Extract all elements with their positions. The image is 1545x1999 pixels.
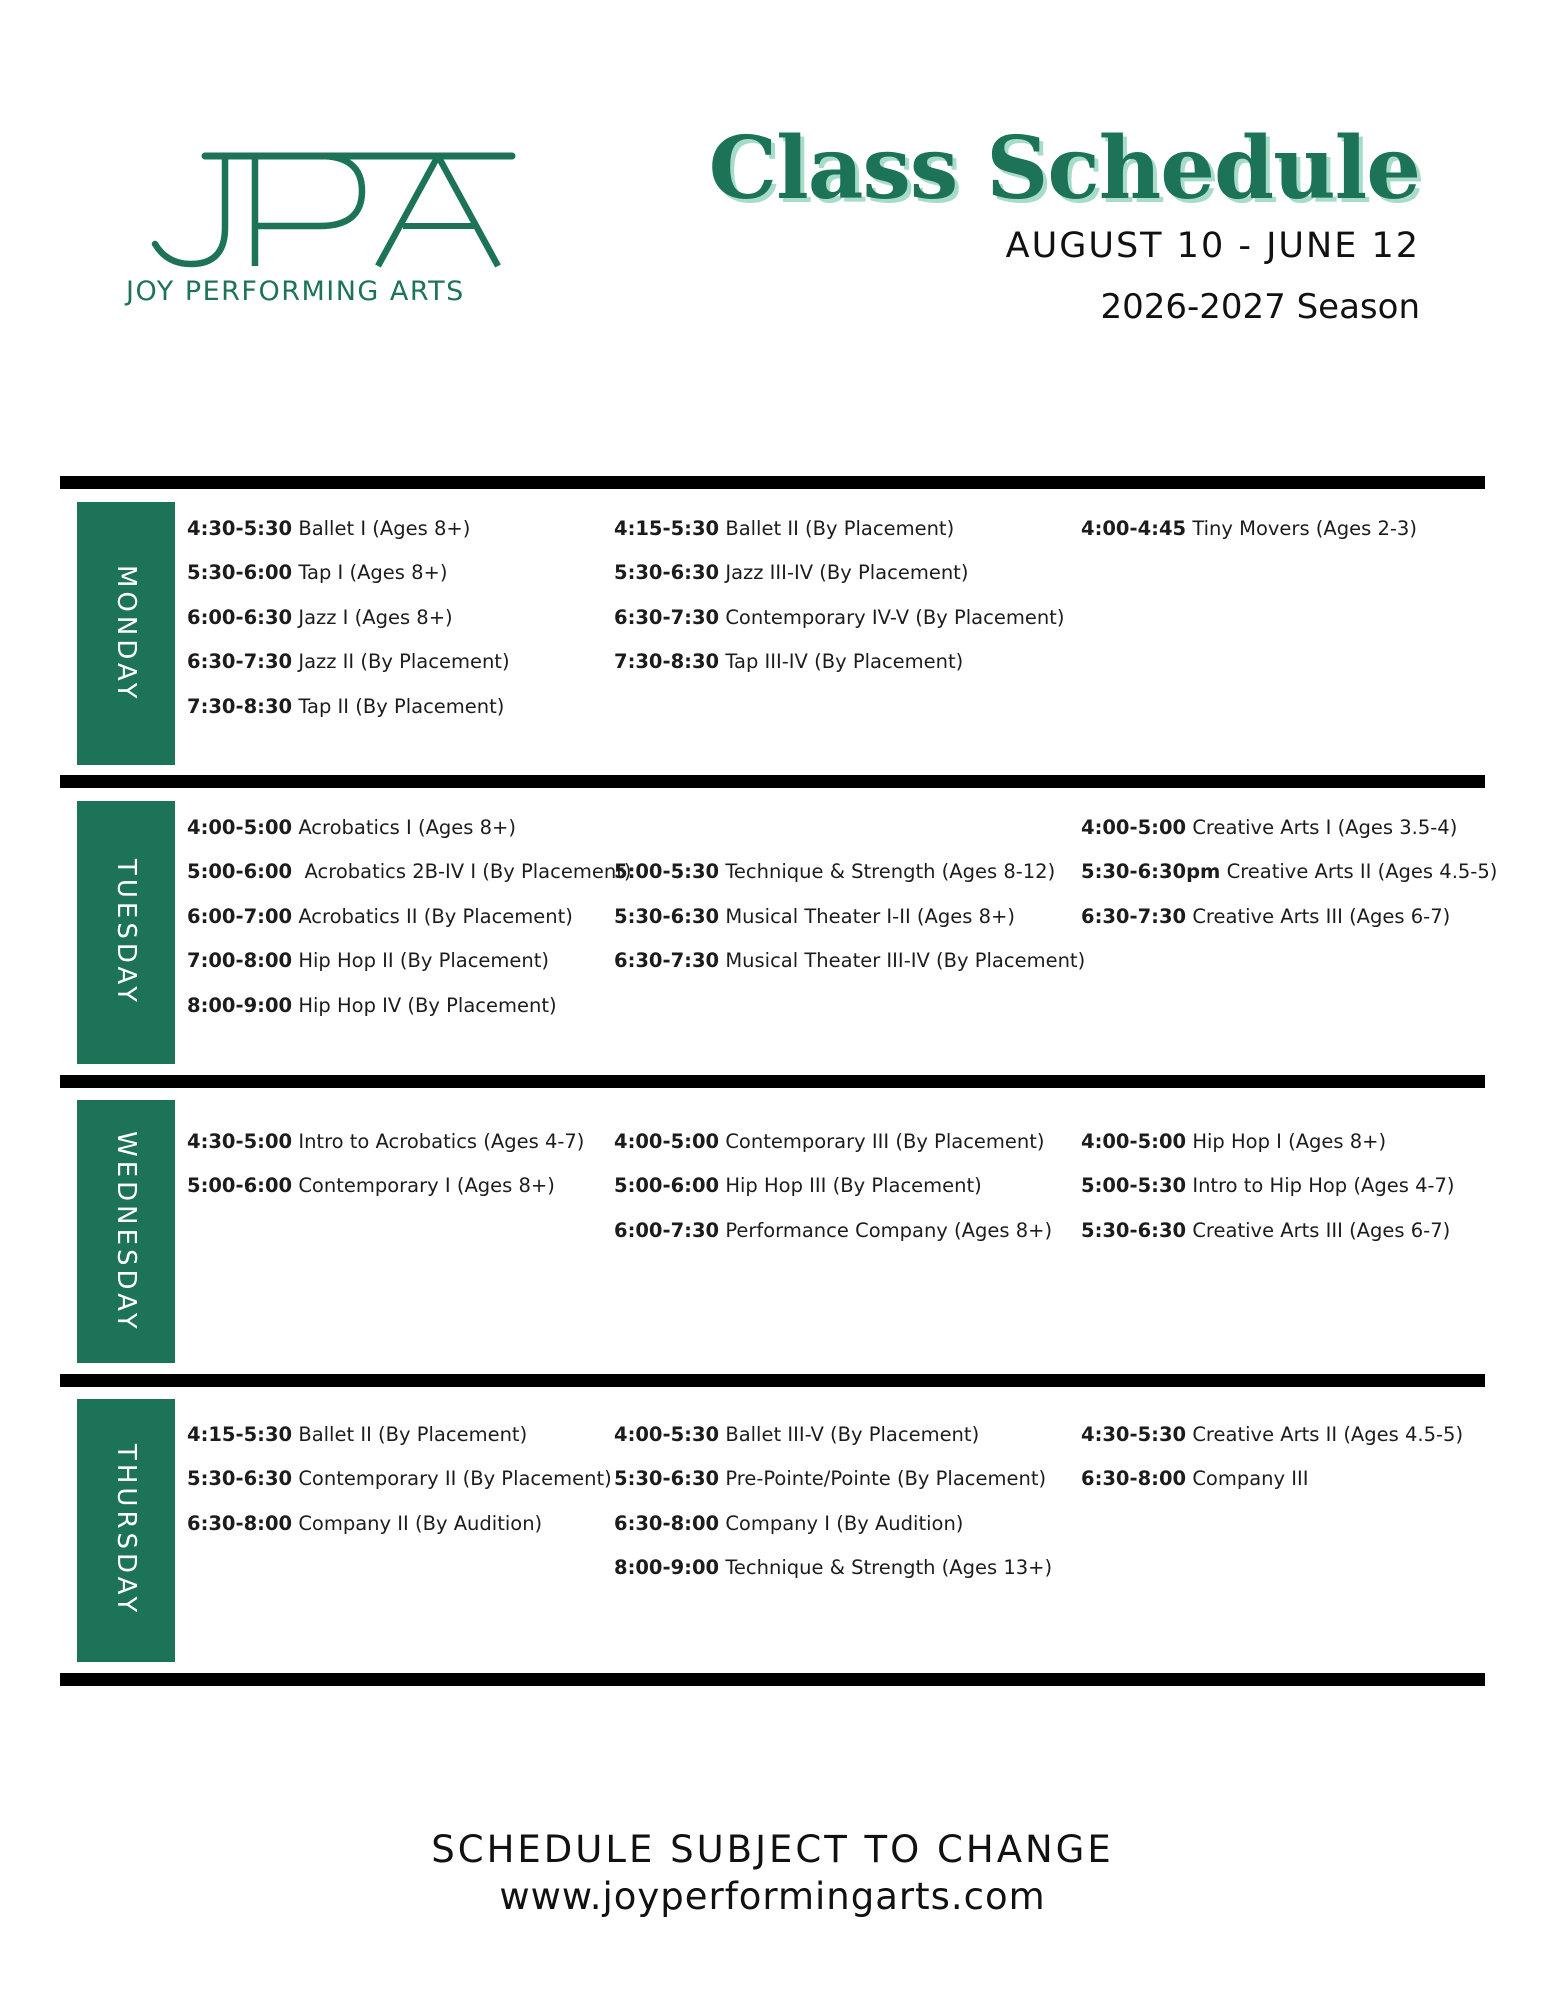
class-name: Acrobatics I (Ages 8+) xyxy=(298,815,517,839)
class-column xyxy=(1081,1413,1463,1502)
class-entry xyxy=(187,939,631,984)
class-time: 8:00-9:00 xyxy=(614,1556,720,1580)
class-entry xyxy=(614,640,1064,685)
class-time: 5:30-6:30 xyxy=(614,904,720,928)
class-entry xyxy=(187,895,631,940)
class-entry xyxy=(187,596,510,641)
class-time: 6:00-7:00 xyxy=(187,904,293,928)
brand-name: JOY PERFORMING ARTS xyxy=(126,276,465,307)
day-label: WEDNESDAY xyxy=(111,1130,141,1333)
class-entry xyxy=(1081,1209,1455,1254)
class-entry xyxy=(614,1413,1052,1458)
class-column xyxy=(187,1413,612,1547)
class-entry xyxy=(187,806,631,851)
class-time: 7:30-8:30 xyxy=(614,650,720,674)
class-time: 4:00-4:45 xyxy=(1081,516,1187,540)
divider-rule xyxy=(60,775,1485,788)
class-time: 5:00-6:00 xyxy=(614,1174,720,1198)
class-time: 5:30-6:30pm xyxy=(1081,860,1221,884)
divider-rule xyxy=(60,1673,1485,1686)
class-time: 4:30-5:00 xyxy=(187,1129,293,1153)
class-name: Company III xyxy=(1192,1467,1309,1491)
class-time: 5:30-6:30 xyxy=(1081,1218,1187,1242)
page-title: Class Schedule xyxy=(708,118,1420,219)
day-tab-tuesday xyxy=(77,801,175,1064)
class-time: 4:00-5:00 xyxy=(1081,815,1187,839)
class-entry xyxy=(187,685,510,730)
class-name: Hip Hop II (By Placement) xyxy=(298,949,550,973)
class-entry xyxy=(1081,1457,1463,1502)
class-entry xyxy=(1081,1413,1463,1458)
class-name: Acrobatics II (By Placement) xyxy=(298,904,573,928)
class-column xyxy=(187,806,631,1029)
class-entry xyxy=(187,1120,584,1165)
class-entry xyxy=(614,1546,1052,1591)
class-time: 5:30-6:00 xyxy=(187,561,293,585)
class-entry xyxy=(1081,507,1417,552)
class-time: 8:00-9:00 xyxy=(187,993,293,1017)
day-label: TUESDAY xyxy=(111,858,141,1007)
divider-rule xyxy=(60,1075,1485,1088)
class-time: 4:00-5:00 xyxy=(187,815,293,839)
class-name: Acrobatics 2B-IV I (By Placement) xyxy=(298,860,632,884)
class-name: Performance Company (Ages 8+) xyxy=(725,1218,1053,1242)
class-entry xyxy=(614,551,1064,596)
class-entry xyxy=(614,850,1085,895)
class-column xyxy=(614,1413,1052,1591)
class-column xyxy=(1081,507,1417,552)
class-name: Creative Arts I (Ages 3.5-4) xyxy=(1192,815,1458,839)
class-name: Creative Arts III (Ages 6-7) xyxy=(1192,904,1451,928)
class-name: Jazz II (By Placement) xyxy=(298,650,510,674)
class-name: Ballet II (By Placement) xyxy=(725,516,955,540)
class-name: Creative Arts II (Ages 4.5-5) xyxy=(1226,860,1498,884)
day-tab-wednesday xyxy=(77,1100,175,1363)
class-entry xyxy=(187,984,631,1029)
class-entry xyxy=(187,1502,612,1547)
class-time: 6:30-8:00 xyxy=(614,1511,720,1535)
class-time: 5:00-5:30 xyxy=(1081,1174,1187,1198)
class-name: Intro to Acrobatics (Ages 4-7) xyxy=(298,1129,585,1153)
class-name: Jazz III-IV (By Placement) xyxy=(725,561,969,585)
class-name: Intro to Hip Hop (Ages 4-7) xyxy=(1192,1174,1455,1198)
class-time: 6:00-6:30 xyxy=(187,605,293,629)
class-name: Hip Hop I (Ages 8+) xyxy=(1192,1129,1387,1153)
class-entry xyxy=(187,850,631,895)
class-column xyxy=(614,1120,1052,1254)
class-time: 4:00-5:00 xyxy=(1081,1129,1187,1153)
class-time: 6:30-7:30 xyxy=(614,949,720,973)
class-time: 7:30-8:30 xyxy=(187,694,293,718)
class-name: Technique & Strength (Ages 8-12) xyxy=(725,860,1056,884)
class-time: 6:00-7:30 xyxy=(614,1218,720,1242)
class-name: Ballet I (Ages 8+) xyxy=(298,516,471,540)
class-name: Hip Hop IV (By Placement) xyxy=(298,993,557,1017)
class-entry xyxy=(614,596,1064,641)
class-name: Contemporary III (By Placement) xyxy=(725,1129,1045,1153)
class-name: Creative Arts II (Ages 4.5-5) xyxy=(1192,1422,1464,1446)
day-label: MONDAY xyxy=(111,564,141,703)
class-entry xyxy=(614,1120,1052,1165)
class-name: Company II (By Audition) xyxy=(298,1511,543,1535)
class-time: 5:30-6:30 xyxy=(614,561,720,585)
class-time: 4:15-5:30 xyxy=(614,516,720,540)
class-time: 4:15-5:30 xyxy=(187,1422,293,1446)
class-name: Tiny Movers (Ages 2-3) xyxy=(1192,516,1417,540)
date-range: AUGUST 10 - JUNE 12 xyxy=(1005,226,1420,266)
class-name: Tap II (By Placement) xyxy=(298,694,505,718)
class-entry xyxy=(614,806,1085,851)
class-time: 5:30-6:30 xyxy=(614,1467,720,1491)
class-entry xyxy=(1081,1164,1455,1209)
class-name: Pre-Pointe/Pointe (By Placement) xyxy=(725,1467,1047,1491)
class-entry xyxy=(187,640,510,685)
class-column xyxy=(187,507,510,730)
class-time: 6:30-7:30 xyxy=(614,605,720,629)
class-entry xyxy=(1081,1120,1455,1165)
class-entry xyxy=(614,895,1085,940)
class-time: 4:00-5:30 xyxy=(614,1422,720,1446)
class-entry xyxy=(1081,850,1497,895)
class-time: 4:00-5:00 xyxy=(614,1129,720,1153)
class-entry xyxy=(187,507,510,552)
schedule-notice: SCHEDULE SUBJECT TO CHANGE xyxy=(431,1828,1114,1871)
class-entry xyxy=(187,1164,584,1209)
class-name: Tap III-IV (By Placement) xyxy=(725,650,964,674)
divider-rule xyxy=(60,1374,1485,1387)
class-column xyxy=(1081,1120,1455,1254)
class-name: Creative Arts III (Ages 6-7) xyxy=(1192,1218,1451,1242)
class-time: 5:00-5:30 xyxy=(614,860,720,884)
logo xyxy=(120,140,580,320)
day-label: THURSDAY xyxy=(111,1444,141,1617)
class-entry xyxy=(614,507,1064,552)
website-link[interactable]: www.joyperformingarts.com xyxy=(499,1875,1046,1918)
class-column xyxy=(614,507,1064,685)
class-entry xyxy=(614,1502,1052,1547)
class-name: Ballet III-V (By Placement) xyxy=(725,1422,980,1446)
class-entry xyxy=(187,551,510,596)
divider-rule xyxy=(60,476,1485,489)
class-column xyxy=(187,1120,584,1209)
class-entry xyxy=(187,1413,612,1458)
class-time: 4:30-5:30 xyxy=(187,516,293,540)
class-name: Jazz I (Ages 8+) xyxy=(298,605,453,629)
day-tab-monday xyxy=(77,502,175,765)
class-entry xyxy=(614,939,1085,984)
class-entry xyxy=(1081,806,1497,851)
class-name: Contemporary IV-V (By Placement) xyxy=(725,605,1065,629)
class-entry xyxy=(614,1164,1052,1209)
class-time: 6:30-8:00 xyxy=(1081,1467,1187,1491)
class-time: 5:00-6:00 xyxy=(187,860,293,884)
class-name: Contemporary I (Ages 8+) xyxy=(298,1174,555,1198)
class-column xyxy=(1081,806,1497,940)
class-name: Hip Hop III (By Placement) xyxy=(725,1174,982,1198)
class-name: Contemporary II (By Placement) xyxy=(298,1467,612,1491)
day-tab-thursday xyxy=(77,1399,175,1662)
class-entry xyxy=(614,1209,1052,1254)
class-name: Company I (By Audition) xyxy=(725,1511,964,1535)
class-name: Tap I (Ages 8+) xyxy=(298,561,448,585)
class-time: 6:30-7:30 xyxy=(187,650,293,674)
class-entry xyxy=(1081,895,1497,940)
class-name: Musical Theater III-IV (By Placement) xyxy=(725,949,1086,973)
class-name: Ballet II (By Placement) xyxy=(298,1422,528,1446)
season-label: 2026-2027 Season xyxy=(1100,287,1420,327)
class-column xyxy=(614,806,1085,984)
class-name: Technique & Strength (Ages 13+) xyxy=(725,1556,1053,1580)
class-name: Musical Theater I-II (Ages 8+) xyxy=(725,904,1015,928)
class-entry xyxy=(614,1457,1052,1502)
class-time: 4:30-5:30 xyxy=(1081,1422,1187,1446)
class-time: 6:30-7:30 xyxy=(1081,904,1187,928)
class-entry xyxy=(187,1457,612,1502)
class-time: 5:00-6:00 xyxy=(187,1174,293,1198)
class-time: 5:30-6:30 xyxy=(187,1467,293,1491)
jpa-logo-mark xyxy=(120,140,580,270)
class-time: 6:30-8:00 xyxy=(187,1511,293,1535)
class-time: 7:00-8:00 xyxy=(187,949,293,973)
